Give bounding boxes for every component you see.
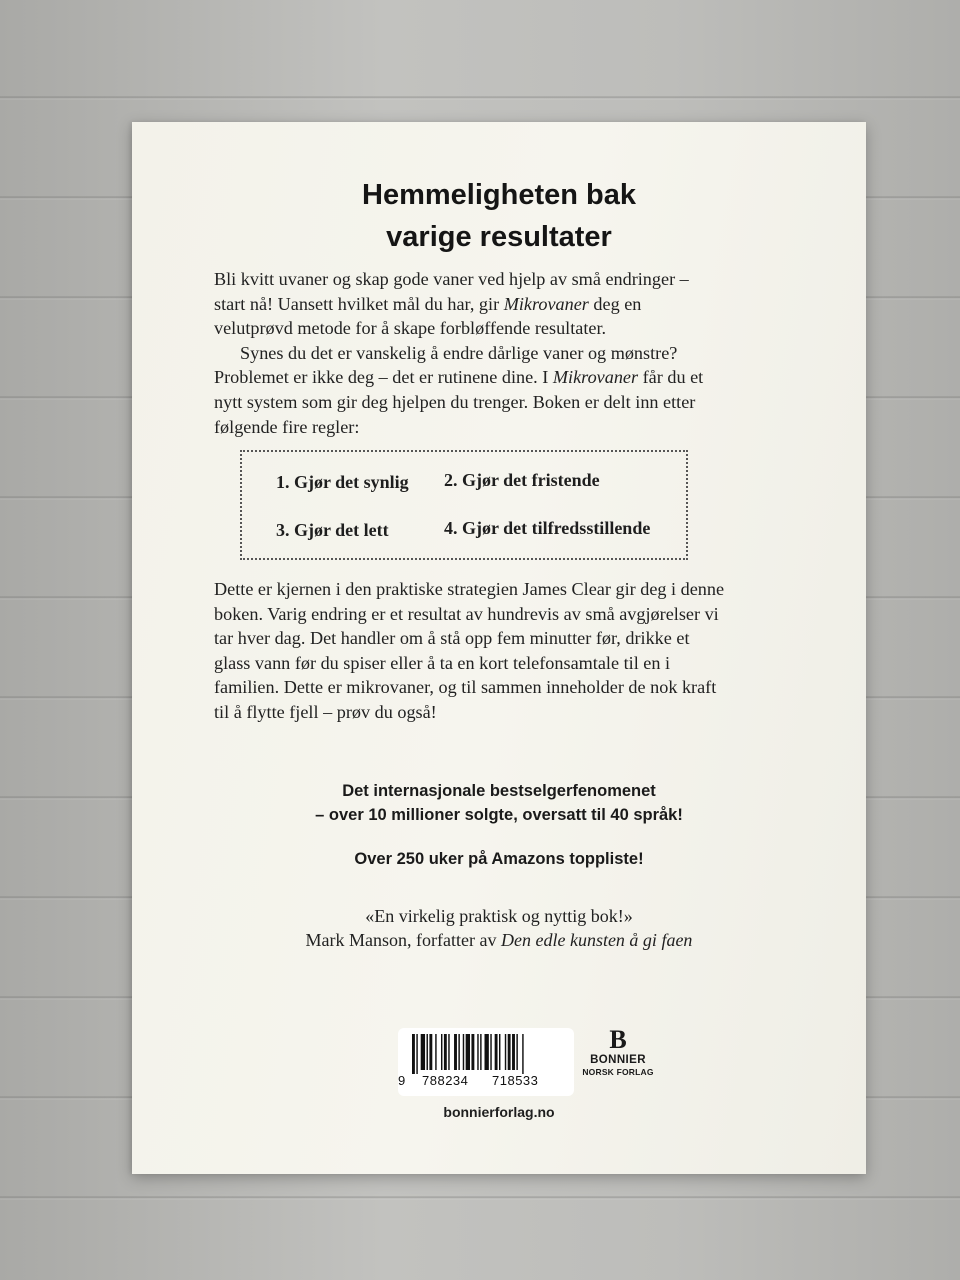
intro-p1-book-title: Mikrovaner — [503, 293, 589, 314]
publisher-name: BONNIER — [590, 1054, 646, 1066]
intro-paragraph-1 — [214, 267, 714, 341]
book-back-cover — [132, 122, 866, 1174]
isbn-barcode — [398, 1028, 574, 1096]
rule-1: 1. Gjør det synlig — [276, 472, 409, 492]
rule-3: 3. Gjør det lett — [276, 520, 389, 540]
review-attribution — [132, 928, 866, 952]
barcode-bars-icon — [398, 1028, 574, 1074]
intro-p1-text-a: Bli kvitt uvaner og skap gode vaner ved hjelp av små endringer – start nå! Uansett hvilket mål du har, gir — [214, 269, 689, 314]
isbn-group-2: 718533 — [492, 1073, 539, 1088]
promo-line-3: Over 250 uker på Amazons toppliste! — [354, 850, 644, 868]
promo-line-1: Det internasjonale bestselgerfenomenet — [342, 782, 656, 800]
intro-p2-text-b: får du et nytt system som gir deg hjelpen du trenger. Boken er delt inn etter følgende fire regler: — [214, 367, 704, 437]
isbn-group-1: 788234 — [422, 1073, 469, 1088]
isbn-lead-digit: 9 — [398, 1073, 406, 1088]
review-quote: «En virkelig praktisk og nyttig bok!» — [365, 906, 633, 926]
headline-line-1: Hemmeligheten bak — [362, 179, 636, 211]
publisher-mark-icon: B — [609, 1025, 627, 1054]
publisher-subtitle: NORSK FORLAG — [582, 1067, 654, 1077]
intro-text — [214, 267, 714, 439]
rule-4: 4. Gjør det tilfredsstillende — [444, 518, 651, 538]
cover-headline — [132, 174, 866, 258]
headline-line-2: varige resultater — [386, 221, 612, 253]
publisher-logo — [580, 1025, 656, 1077]
intro-paragraph-2 — [214, 341, 714, 439]
intro-p2-text-a: Synes du det er vanskelig å endre dårlige vaner og mønstre? Problemet er ikke deg – det er rutinene dine. I — [214, 342, 678, 388]
review-author-book: Den edle kunsten å gi faen — [500, 930, 693, 950]
intro-p2-book-title: Mikrovaner — [552, 367, 639, 388]
intro-p1-text-b: deg en velutprøvd metode for å skape forbløffende resultater. — [214, 293, 642, 339]
publisher-website: bonnierforlag.no — [443, 1104, 555, 1120]
rules-box — [240, 450, 688, 560]
body-paragraph: Dette er kjernen i den praktiske strategien James Clear gir deg i denne boken. Varig endring er et resultat av hundrevis av små avgjørelser vi tar hver dag. Det handler om å stå opp fem minutter før, drikke et glass vann før du spiser eller å ta en kort telefonsamtale til en i familien. Dette er mikrovaner, og til sammen inneholder de nok kraft til å flytte fjell – prøv du også! — [214, 579, 725, 722]
review-author: Mark Manson, forfatter av — [305, 930, 501, 950]
promo-line-2: – over 10 millioner solgte, oversatt til 40 språk! — [315, 806, 683, 824]
rule-2: 2. Gjør det fristende — [444, 470, 600, 490]
